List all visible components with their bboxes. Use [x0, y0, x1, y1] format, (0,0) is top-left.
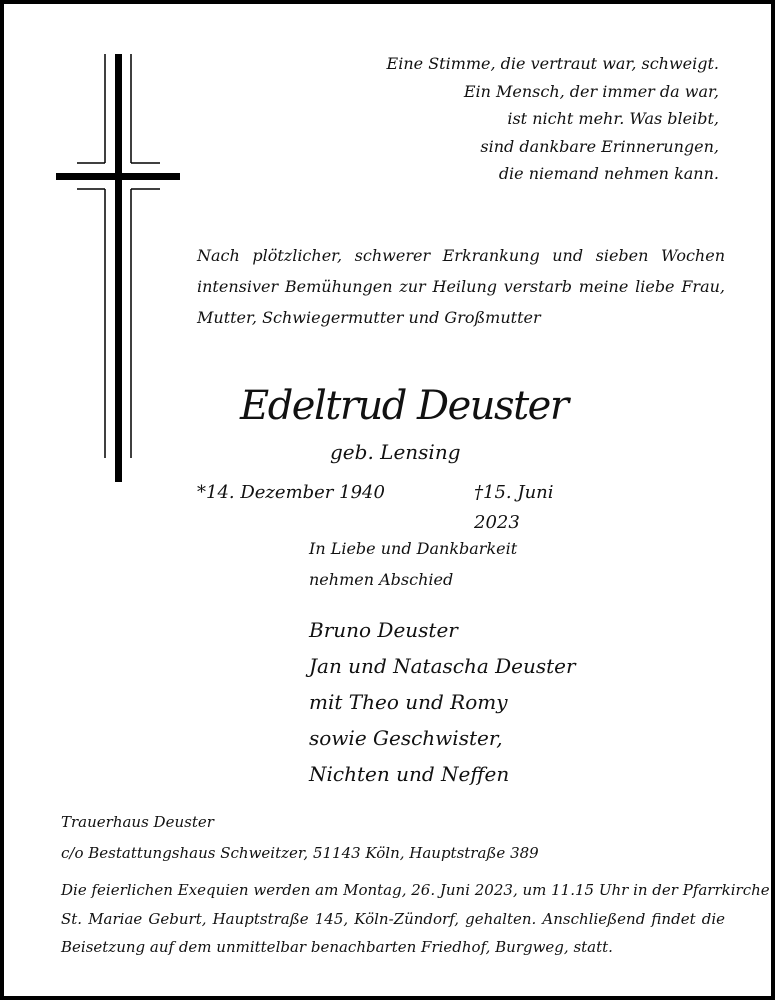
death-date: †15. Juni 2023	[474, 482, 554, 533]
quote-line: die niemand nehmen kann.	[498, 164, 719, 183]
cross-icon	[56, 54, 180, 482]
quote-line: Ein Mensch, der immer da war,	[463, 81, 719, 101]
service-line: Die feierlichen Exequien werden am Montag, 26. Juni 2023, um 11.15 Uhr in der Pfarrkirche	[61, 881, 770, 899]
deceased-name: Edeltrud Deuster	[240, 383, 568, 429]
farewell-text	[309, 533, 517, 595]
mourner-line: sowie Geschwister,	[309, 726, 503, 750]
mourners-list	[309, 612, 576, 792]
quote-line: sind dankbare Erinnerungen,	[480, 136, 719, 156]
quote-line: Eine Stimme, die vertraut war, schweigt.	[386, 54, 719, 73]
farewell-line: In Liebe und Dankbarkeit	[309, 539, 518, 558]
intro-paragraph	[197, 240, 725, 333]
intro-line: Mutter, Schwiegermutter und Großmutter	[197, 308, 541, 327]
mourner-line: mit Theo und Romy	[309, 690, 508, 714]
mourning-house	[61, 807, 539, 869]
house-line: Trauerhaus Deuster	[61, 813, 214, 831]
intro-line: Nach plötzlicher, schwerer Erkrankung und sieben Wochen	[197, 246, 725, 265]
house-address: c/o Bestattungshaus Schweitzer, 51143 Köln, Hauptstraße 389	[61, 844, 539, 862]
service-line: St. Mariae Geburt, Hauptstraße 145, Köln-Zündorf, gehalten. Anschließend findet die	[61, 909, 725, 928]
mourner-line: Nichten und Neffen	[309, 762, 510, 786]
farewell-line: nehmen Abschied	[309, 570, 454, 589]
intro-line: intensiver Bemühungen zur Heilung verstarb meine liebe Frau,	[197, 277, 725, 296]
birth-date: *14. Dezember 1940	[197, 482, 385, 503]
service-line: Beisetzung auf dem unmittelbar benachbarten Friedhof, Burgweg, statt.	[61, 938, 613, 956]
quote-line: ist nicht mehr. Was bleibt,	[507, 109, 719, 128]
mourner-line: Bruno Deuster	[309, 618, 458, 642]
birth-name: geb. Lensing	[330, 440, 461, 464]
memorial-quote	[387, 50, 719, 188]
funeral-service-info	[61, 876, 770, 962]
mourner-line: Jan und Natascha Deuster	[309, 654, 576, 678]
